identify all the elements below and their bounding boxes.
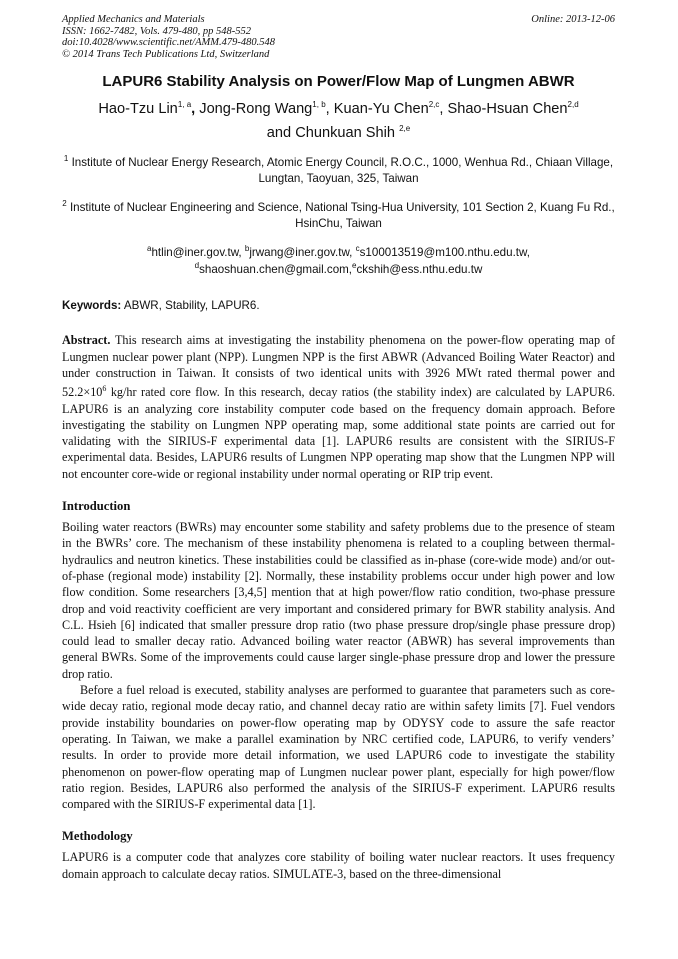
author: and Chunkuan Shih $^{2,e}$ [266, 124, 411, 142]
email-list: $^a$htlin@iner.gov.tw, $^b$jrwang@iner.gov.tw, $^c$s100013519@m100.nthu.edu.tw, $^d$shaoshuan.chen@gmail.com,$^e$ckshih@ess.nthu.edu.tw [147, 243, 530, 277]
keywords: Keywords: ABWR, Stability, LAPUR6. [62, 299, 260, 313]
email-link[interactable]: ckshih@ess.nthu.edu.tw [356, 263, 483, 277]
affiliation-2: $^2$ Institute of Nuclear Engineering and Science, National Tsing-Hua University, 101 Section 2, Kuang Fu Rd., HsinChu, Taiwan [62, 199, 615, 231]
abstract: Abstract. This research aims at investigating the instability phenomena on the power-flow operating map of Lungmen nuclear power plant (NPP). Lungmen NPP is the first ABWR (Advanced Boiling Water Reactor) and under construction in Taiwan. It consists of two identical units with 3926 MWt rated thermal power and $52.2\times 10^6$ kg/hr rated core flow. In this research, decay ratios (the stability index) are calculated by LAPUR6. LAPUR6 is an analyzing core instability computer code based on the frequency domain approach. Before investigating the stability on Lungmen NPP operating map, some additional state points are carried out for validating with the SIRIUS-F experimental data [1]. LAPUR6 results are consistent with the SIRIUS-F experimental data. Besides, LAPUR6 results of Lungmen NPP operating map show that the Lungmen NPP will not encounter core-wide or regional instability under normal operating or RIP trip event. [62, 333, 615, 481]
methodology-heading: Methodology [62, 829, 133, 844]
author: Jong-Rong Wang$^{1, b}$, [199, 100, 334, 118]
affiliation-1: $^1$ Institute of Nuclear Energy Research, Atomic Energy Council, R.O.C., 1000, Wenhua Rd., Chiaan Village, Lungtan, Taoyuan, 325, Taiwan [63, 154, 614, 186]
introduction-heading: Introduction [62, 499, 131, 514]
email-link[interactable]: s100013519@m100.nthu.edu.tw, [359, 245, 530, 259]
methodology-paragraph-1: LAPUR6 is a computer code that analyzes core stability of boiling water nuclear reactors. It uses frequency domain approach to calculate decay ratios. SIMULATE-3, based on the three-dimensional [62, 850, 615, 881]
email-link[interactable]: htlin@iner.gov.tw, [151, 245, 245, 259]
online-date: Online: 2013-12-06 [531, 14, 615, 25]
email-link[interactable]: jrwang@iner.gov.tw, [249, 245, 356, 259]
paper-title: LAPUR6 Stability Analysis on Power/Flow Map of Lungmen ABWR [102, 73, 575, 91]
paper-page [62, 14, 615, 882]
journal-header [62, 14, 615, 60]
introduction-paragraph-1: Boiling water reactors (BWRs) may encounter some stability and safety problems due to the presence of steam in the BWRs’ core. The mechanism of these instability phenomena is related to a coupling between thermal-hydraulics and neutron kinetics. These instabilities could be classified as in-phase (core-wide mode) and/or out-of-phase (regional mode) instability [2]. Normally, these instability problems occur under high power and low flow condition. Some researchers [3,4,5] mention that at high power/flow ratio condition, two-phase pressure drop and void reactivity coefficient are very important and considered primary for BWR stability analysis. And C.L. Hsieh [6] indicated that smaller pressure drop ratio (two phase pressure drop/single phase pressure drop) could lead to smaller decay ratio. Advanced boiling water reactor (ABWR) has several improvements than general BWRs. Some of the improvements could cause larger single-phase pressure drop and lower the pressure drop ratio. [62, 520, 615, 681]
doi-line: doi:10.4028/www.scientific.net/AMM.479-480.548 [62, 37, 275, 49]
author: Kuan-Yu Chen$^{2,c}$, [333, 100, 448, 118]
copyright-line: © 2014 Trans Tech Publications Ltd, Switzerland [62, 48, 270, 60]
author: Shao-Hsuan Chen$^{2,d}$ [447, 100, 579, 118]
journal-name: Applied Mechanics and Materials [62, 14, 205, 25]
issn-line: ISSN: 1662-7482, Vols. 479-480, pp 548-552 [62, 25, 251, 37]
author: Hao-Tzu Lin$^{1, a}$, [98, 100, 200, 118]
introduction-paragraph-2: Before a fuel reload is executed, stability analyses are performed to guarantee that parameters such as core-wide decay ratio, regional mode decay ratio, and channel decay ratio are within safety limits [7]. Fuel vendors provide instability boundaries on power-flow operating map by ODYSY code to assure the safe reactor operating. In Taiwan, we make a parallel examination by NRC certified code, LAPUR6, to verify venders’ results. In order to provide more detail information, we used LAPUR6 code to investigate the stability phenomenon on power-flow operating map of Lungmen nuclear power plant, especially for high power/flow ratio region. Besides, LAPUR6 also performed the analysis of the SIRIUS-F experiment. LAPUR6 results compared with the SIRIUS-F experimental data [1]. [62, 683, 615, 812]
email-link[interactable]: shaoshuan.chen@gmail.com, [199, 263, 353, 277]
author-list [62, 95, 615, 143]
